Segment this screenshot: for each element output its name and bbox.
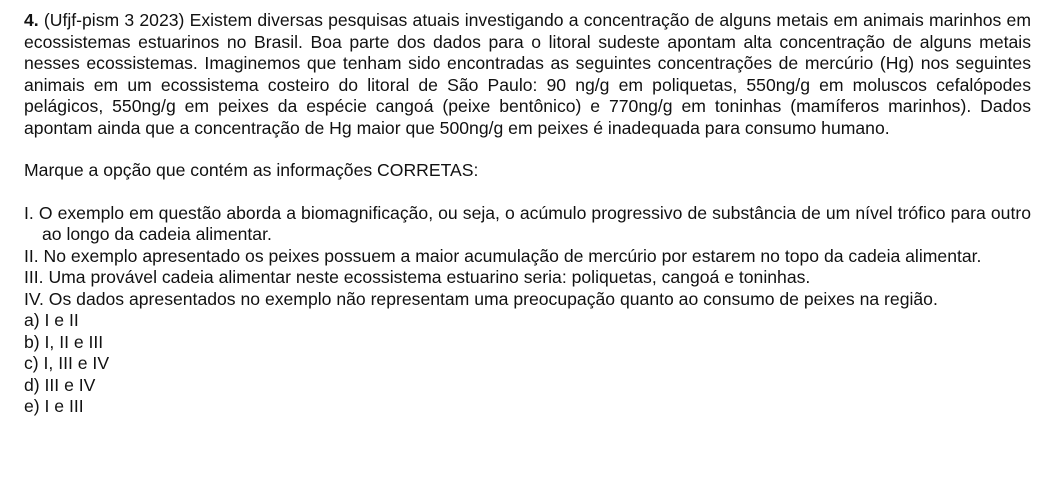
question-number: 4. (24, 10, 39, 30)
statement-1: I. O exemplo em questão aborda a biomagnificação, ou seja, o acúmulo progressivo de substância de um nível trófico para outro ao longo da cadeia alimentar. (24, 202, 1031, 244)
statement-3: III. Uma provável cadeia alimentar neste ecossistema estuarino seria: poliquetas, cangoá e toninhas. (24, 267, 811, 287)
question-body: (Ufjf-pism 3 2023) Existem diversas pesquisas atuais investigando a concentração de alguns metais em animais marinhos em ecossistemas estuarinos no Brasil. Boa parte dos dados para o litoral sudeste apontam alta concentração de alguns metais nesses ecossistemas. Imaginemos que tenham sido encontradas as seguintes concentrações de mercúrio (Hg) nos seguintes animais em um ecossistema costeiro do litoral de São Paulo: 90 ng/g em poliquetas, 550ng/g em moluscos cefalópodes pelágicos, 550ng/g em peixes da espécie cangoá (peixe bentônico) e 770ng/g em toninhas (mamíferos marinhos). Dados apontam ainda que a concentração de Hg maior que 500ng/g em peixes é inadequada para consumo humano. (24, 10, 1031, 138)
option-a[interactable]: a) I e II (24, 310, 79, 330)
instruction-text: Marque a opção que contém as informações CORRETAS: (24, 160, 479, 180)
option-d[interactable]: d) III e IV (24, 374, 96, 395)
statements-list (24, 203, 1031, 311)
answer-options (24, 310, 1031, 418)
option-e[interactable]: e) I e III (24, 396, 84, 416)
statement-2: II. No exemplo apresentado os peixes possuem a maior acumulação de mercúrio por estarem no topo da cadeia alimentar. (24, 245, 982, 266)
option-b[interactable]: b) I, II e III (24, 331, 104, 352)
statement-4: IV. Os dados apresentados no exemplo não representam uma preocupação quanto ao consumo de peixes na região. (24, 288, 938, 309)
option-c[interactable]: c) I, III e IV (24, 353, 110, 373)
question-text-block (24, 10, 1031, 139)
